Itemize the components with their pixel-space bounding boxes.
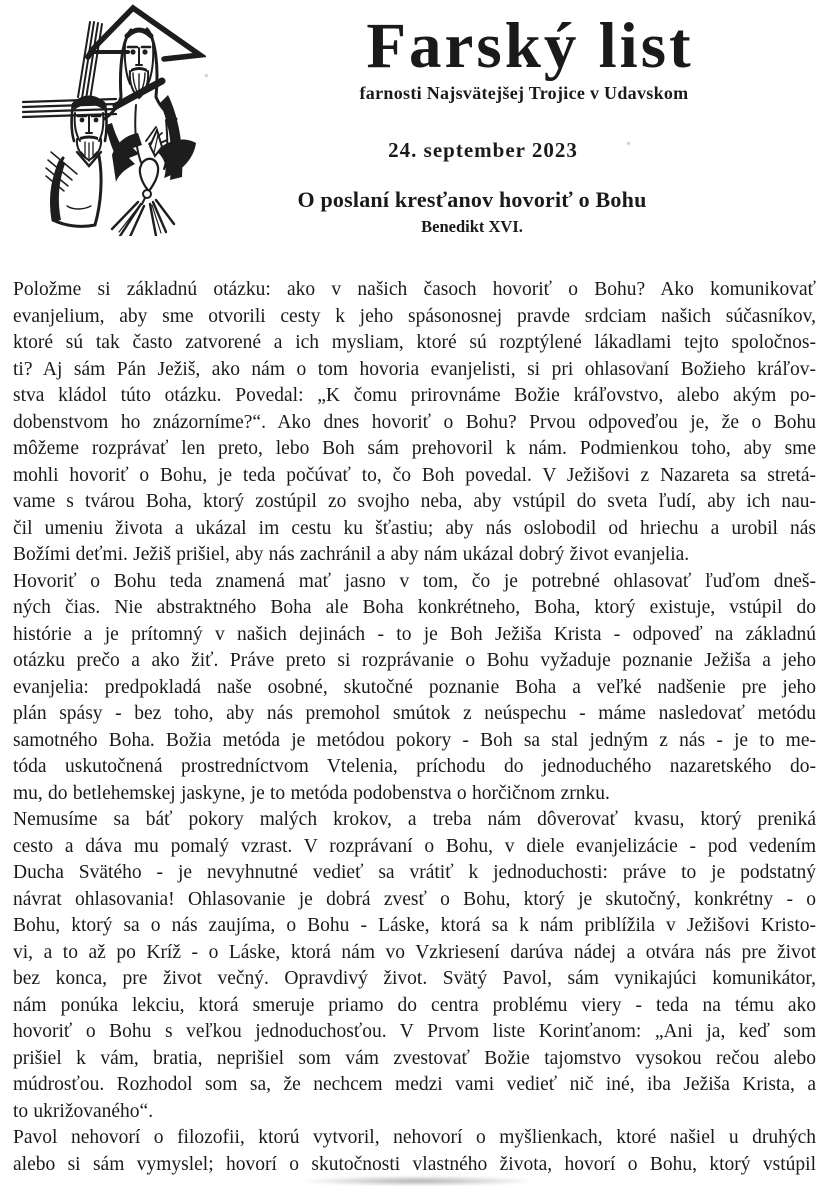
text-line: ktoré sú tak často zatvorené a ich mysliam, ktoré sú rozptýlené lákadlami tejto spoločnos-: [13, 332, 816, 353]
scan-speck: [205, 74, 208, 77]
article-body: [13, 277, 816, 1178]
newsletter-subtitle: farnosti Najsvätejšej Trojice v Udavskom: [359, 83, 689, 103]
text-line: múdrosťou. Rozhodol som sa, že nechcem medzi vami vedieť nič iné, iba Ježiša Krista, a: [13, 1074, 816, 1095]
text-line: samotného Boha. Božia metóda je metódou pokory - Boh sa stal jedným z nás - je to me-: [13, 729, 816, 751]
holy-trinity-woodcut-icon: [16, 4, 206, 236]
text-line: Bohu, ktorý sa o nás zaujíma, o Bohu - Láske, ktorá sa k nám priblížila v Ježišovi Kristo-: [13, 915, 816, 936]
text-line: dobenstvom ho znázorníme?“. Ako dnes hovoriť o Bohu? Prvou odpoveďou je, že o Bohu: [13, 411, 816, 433]
text-line: hovoriť o Bohu s veľkou jednoduchosťou. V Prvom liste Korinťanom: „Ani ja, keď som: [13, 1021, 816, 1042]
text-line: plán spásy - bez toho, aby nás premohol smútok z neúspechu - máme nasledovať metódu: [13, 703, 816, 724]
text-line: Hovoriť o Bohu teda znamená mať jasno v tom, čo je potrebné ohlasovať ľuďom dneš-: [13, 570, 816, 592]
text-line: histórie a je prítomný v našich dejinách - to je Boh Ježiša Krista - odpoveď na základnú: [13, 623, 816, 645]
text-line: vame s tvárou Boha, ktorý zostúpil zo svojho neba, aby vstúpil do sveta ľudí, aby ich nau-: [13, 491, 816, 512]
text-line: evanjelium, aby sme otvorili cesty k jeho spásonosnej pravde srdciam našich súčasníkov,: [13, 305, 816, 327]
text-line: ných čias. Nie abstraktného Boha ale Boha konkrétneho, Boha, ktorý existuje, vstúpil do: [13, 597, 816, 618]
text-line: bez konca, pre život večný. Opravdivý život. Svätý Pavol, sám vynikajúci komunikátor,: [13, 968, 816, 989]
article-title: O poslaní kresťanov hovoriť o Bohu: [297, 187, 647, 212]
paragraph: [13, 569, 816, 808]
text-line: ti? Aj sám Pán Ježiš, ako nám o tom hovoria evanjelisti, si pri ohlasovaní Božieho kráľov-: [13, 358, 816, 380]
text-line: Nemusíme sa báť pokory malých krokov, a treba nám dôverovať kvasu, ktorý preniká: [13, 809, 816, 830]
issue-date: 24. september 2023: [388, 138, 578, 162]
text-line: tóda uskutočnená prostredníctvom Vtelenia, príchodu do jednoduchého nazaretského do-: [13, 756, 816, 777]
text-line: Pavol nehovorí o filozofii, ktorú vytvoril, nehovorí o myšlienkach, ktoré našiel u druhých: [13, 1127, 816, 1148]
text-line: mohli hovoriť o Bohu, je teda počúvať to, čo Boh povedal. V Ježišovi z Nazareta sa stretá-: [13, 464, 816, 486]
paragraph: [13, 807, 816, 1125]
holy-trinity-logo: [16, 4, 206, 236]
text-line: stva kládol túto otázku. Povedal: „K čomu prirovnáme Božie kráľovstvo, alebo akým po-: [13, 385, 816, 406]
text-line: alebo si sám vymyslel; hovorí o skutočnosti vlastného života, hovorí o Bohu, ktorý vstúpil: [13, 1153, 816, 1175]
text-line: cesto a dáva mu pomalý vzrast. V rozprávaní o Bohu, v diele evanjelizácie - pod vedením: [13, 835, 816, 857]
scan-speck: [627, 142, 630, 145]
paragraph: [13, 1125, 816, 1178]
text-line: Položme si základnú otázku: ako v našich časoch hovoriť o Bohu? Ako komunikovať: [13, 279, 816, 300]
newsletter-title: Farský list: [366, 10, 694, 82]
text-line: môžeme rozprávať len preto, lebo Boh sám prehovoril k nám. Podmienkou toho, aby sme: [13, 438, 816, 459]
text-line: čil umeniu života a ukázal im cestu ku šťastiu; aby nás oslobodil od hriechu a urobil nás: [13, 517, 816, 539]
text-line: otázku prečo a ako žiť. Práve preto si rozprávanie o Bohu vyžaduje poznanie Ježiša a jeho: [13, 650, 816, 671]
paragraph: [13, 277, 816, 569]
text-line: prišiel k vám, bratia, neprišiel som vám zvestovať Božie tajomstvo vysokou rečou alebo: [13, 1047, 816, 1069]
text-line: Božími deťmi. Ježiš prišiel, aby nás zachránil a aby nám ukázal dobrý život evanjelia.: [13, 544, 690, 565]
scan-smudge: [300, 1176, 535, 1186]
text-line: mu, do betlehemskej jaskyne, je to metóda podobenstva o horčičnom zrnku.: [13, 782, 610, 804]
text-line: evanjelia: predpokladá naše osobné, skutočné poznanie Boha a veľké nadšenie pre jeho: [13, 676, 816, 698]
scan-speck: [643, 361, 647, 365]
text-line: nám ponúka lekciu, ktorá smeruje priamo do centra problému viery - teda na tému ako: [13, 994, 816, 1016]
text-line: to ukrižovaného“.: [13, 1100, 154, 1122]
text-line: Ducha Svätého - je nevyhnutné vedieť sa vrátiť k jednoduchosti: práve to je podstatný: [13, 862, 816, 883]
text-line: vi, a to až po Kríž - o Láske, ktorá nám vo Vzkriesení darúva nádej a otvára nás pre život: [13, 941, 816, 963]
text-line: návrat ohlasovania! Ohlasovanie je dobrá zvesť o Bohu, ktorý je skutočný, konkrétny - o: [13, 888, 816, 910]
article-author: Benedikt XVI.: [421, 217, 523, 236]
